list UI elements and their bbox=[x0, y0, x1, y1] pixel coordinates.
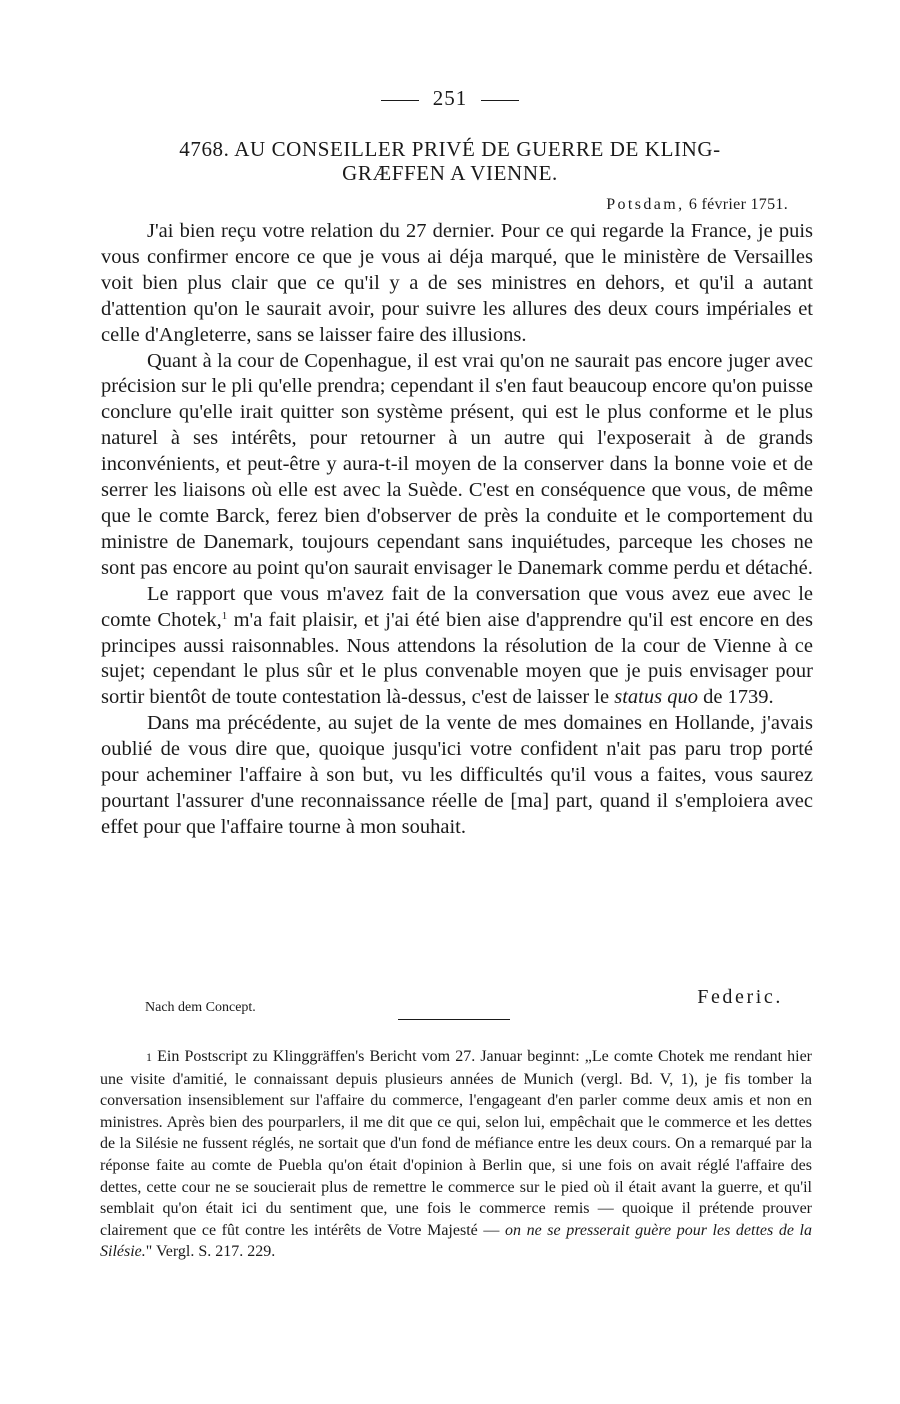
footnote-marker: 1 bbox=[146, 1050, 152, 1064]
letter-title bbox=[120, 137, 780, 185]
footnote-text-b: " Vergl. S. 217. 229. bbox=[145, 1243, 276, 1261]
letter-paragraph-1: J'ai bien reçu votre relation du 27 dernier. Pour ce qui regarde la France, je puis vous confirmer encore ce que je vous ai déja marqué, que le ministère de Versailles voit bien plus clair que ce qu'il y a de ses ministres en dehors, et qu'il a autant d'attention qu'on le saurait avoir, pour suivre les allures des deux cours impériales et celle d'Angleterre, sans se laisser faire des illusions. bbox=[101, 220, 813, 346]
footnote-text-a: Ein Postscript zu Klinggräffen's Bericht vom 27. Januar beginnt: „Le comte Chotek me rendant hier une visite d'amitié, le connaissant depuis plusieurs années de Munich (vergl. Bd. V, 1), je fis tomber la conversation insensiblement sur l'affaire du commerce, l'engageant d'en parler comme deux amis et non en ministres. Après bien des pourparlers, il me dit que ce qui, selon lui, empêchait que le commerce et les dettes de la Silésie ne fussent réglés, ne sortait que d'un fond de méfiance entre les deux cours. On a remarqué par la réponse faite au comte de Puebla qu'on était d'opinion à Berlin que, si une fois on avait réglé l'affaire des dettes, cette cour ne se soucierait plus de remettre le commerce sur le pied où il était avant la guerre, et qu'il semblait qu'on était ici du sentiment que, une fois le commerce remis — quoique il prétende prouver clairement que ce fût contre les intérêts de Votre Majesté — bbox=[100, 1048, 812, 1239]
letter-body bbox=[101, 219, 813, 841]
letter-paragraph-3 bbox=[101, 582, 813, 712]
letter-paragraph-4: Dans ma précédente, au sujet de la vente de mes domaines en Hollande, j'avais oublié de vous dire que, quoique jusqu'ici votre confident n'ait pas paru trop porté pour acheminer l'affaire à son but, vu les difficultés qu'il vous a faites, vous saurez pourtant l'assurer d'une reconnaissance réelle de [ma] part, quand il s'emploiera avec effet pour que l'affaire tourne à mon souhait. bbox=[101, 712, 813, 838]
page-header bbox=[0, 86, 900, 111]
dateline-date: 6 février 1751. bbox=[688, 196, 788, 213]
header-dash-right bbox=[481, 100, 519, 101]
paragraph-3-text-a: Le rapport que vous m'avez fait de la conversation que vous avez eue avec le comte Chotek, bbox=[101, 582, 813, 631]
footnote-reference: 1 bbox=[221, 609, 228, 622]
paragraph-3-text-b: m'a fait plaisir, et j'ai été bien aise d'apprendre qu'il est encore en des principes aussi raisonnables. Nous attendons la résolution de la cour de Vienne à ce sujet; cependant le plus sûr et le plus convenable moyen que je puis envisager pour sortir bientôt de toute contestation là-dessus, c'est de laisser le bbox=[101, 608, 814, 709]
letter-title-line-2: GRÆFFEN A VIENNE. bbox=[342, 161, 558, 185]
dateline-place: Potsdam, bbox=[606, 196, 685, 213]
signature: Federic. bbox=[697, 986, 783, 1008]
paragraph-3-text-c: de 1739. bbox=[697, 686, 774, 709]
footnote bbox=[100, 1046, 812, 1263]
letter-title-line-1: 4768. AU CONSEILLER PRIVÉ DE GUERRE DE KLING- bbox=[179, 137, 721, 161]
source-note: Nach dem Concept. bbox=[145, 1000, 256, 1015]
footnote-paragraph bbox=[100, 1046, 812, 1263]
page-number: 251 bbox=[432, 86, 468, 110]
status-quo-italic: status quo bbox=[614, 686, 698, 709]
header-dash-left bbox=[381, 100, 419, 101]
letter-paragraph-2: Quant à la cour de Copenhague, il est vrai qu'on ne saurait pas encore juger avec précision sur le pli qu'elle prendra; cependant il s'en faut beaucoup encore qu'on puisse conclure qu'elle irait quitter son système présent, qui est le plus conforme et le plus naturel à ses intérêts, pour retourner à un autre qui l'exposerait à de grands inconvénients, et peut-être y aura-t-il moyen de la conserver dans la bonne voie et de serrer les liaisons où elle est avec la Suède. C'est en conséquence que vous, de même que le comte Barck, ferez bien d'observer de près la conduite et le comportement du ministre de Danemark, toujours cependant sans inquiétudes, parceque les choses ne sont pas encore au point qu'on saurait envisager le Danemark comme perdu et détaché. bbox=[101, 349, 813, 579]
letter-dateline bbox=[606, 196, 788, 214]
footnote-separator bbox=[398, 1019, 510, 1020]
letter-closing bbox=[101, 984, 813, 1024]
footnote-text-italic: on ne se presserait guère pour les dettes de la Silésie. bbox=[100, 1221, 812, 1261]
